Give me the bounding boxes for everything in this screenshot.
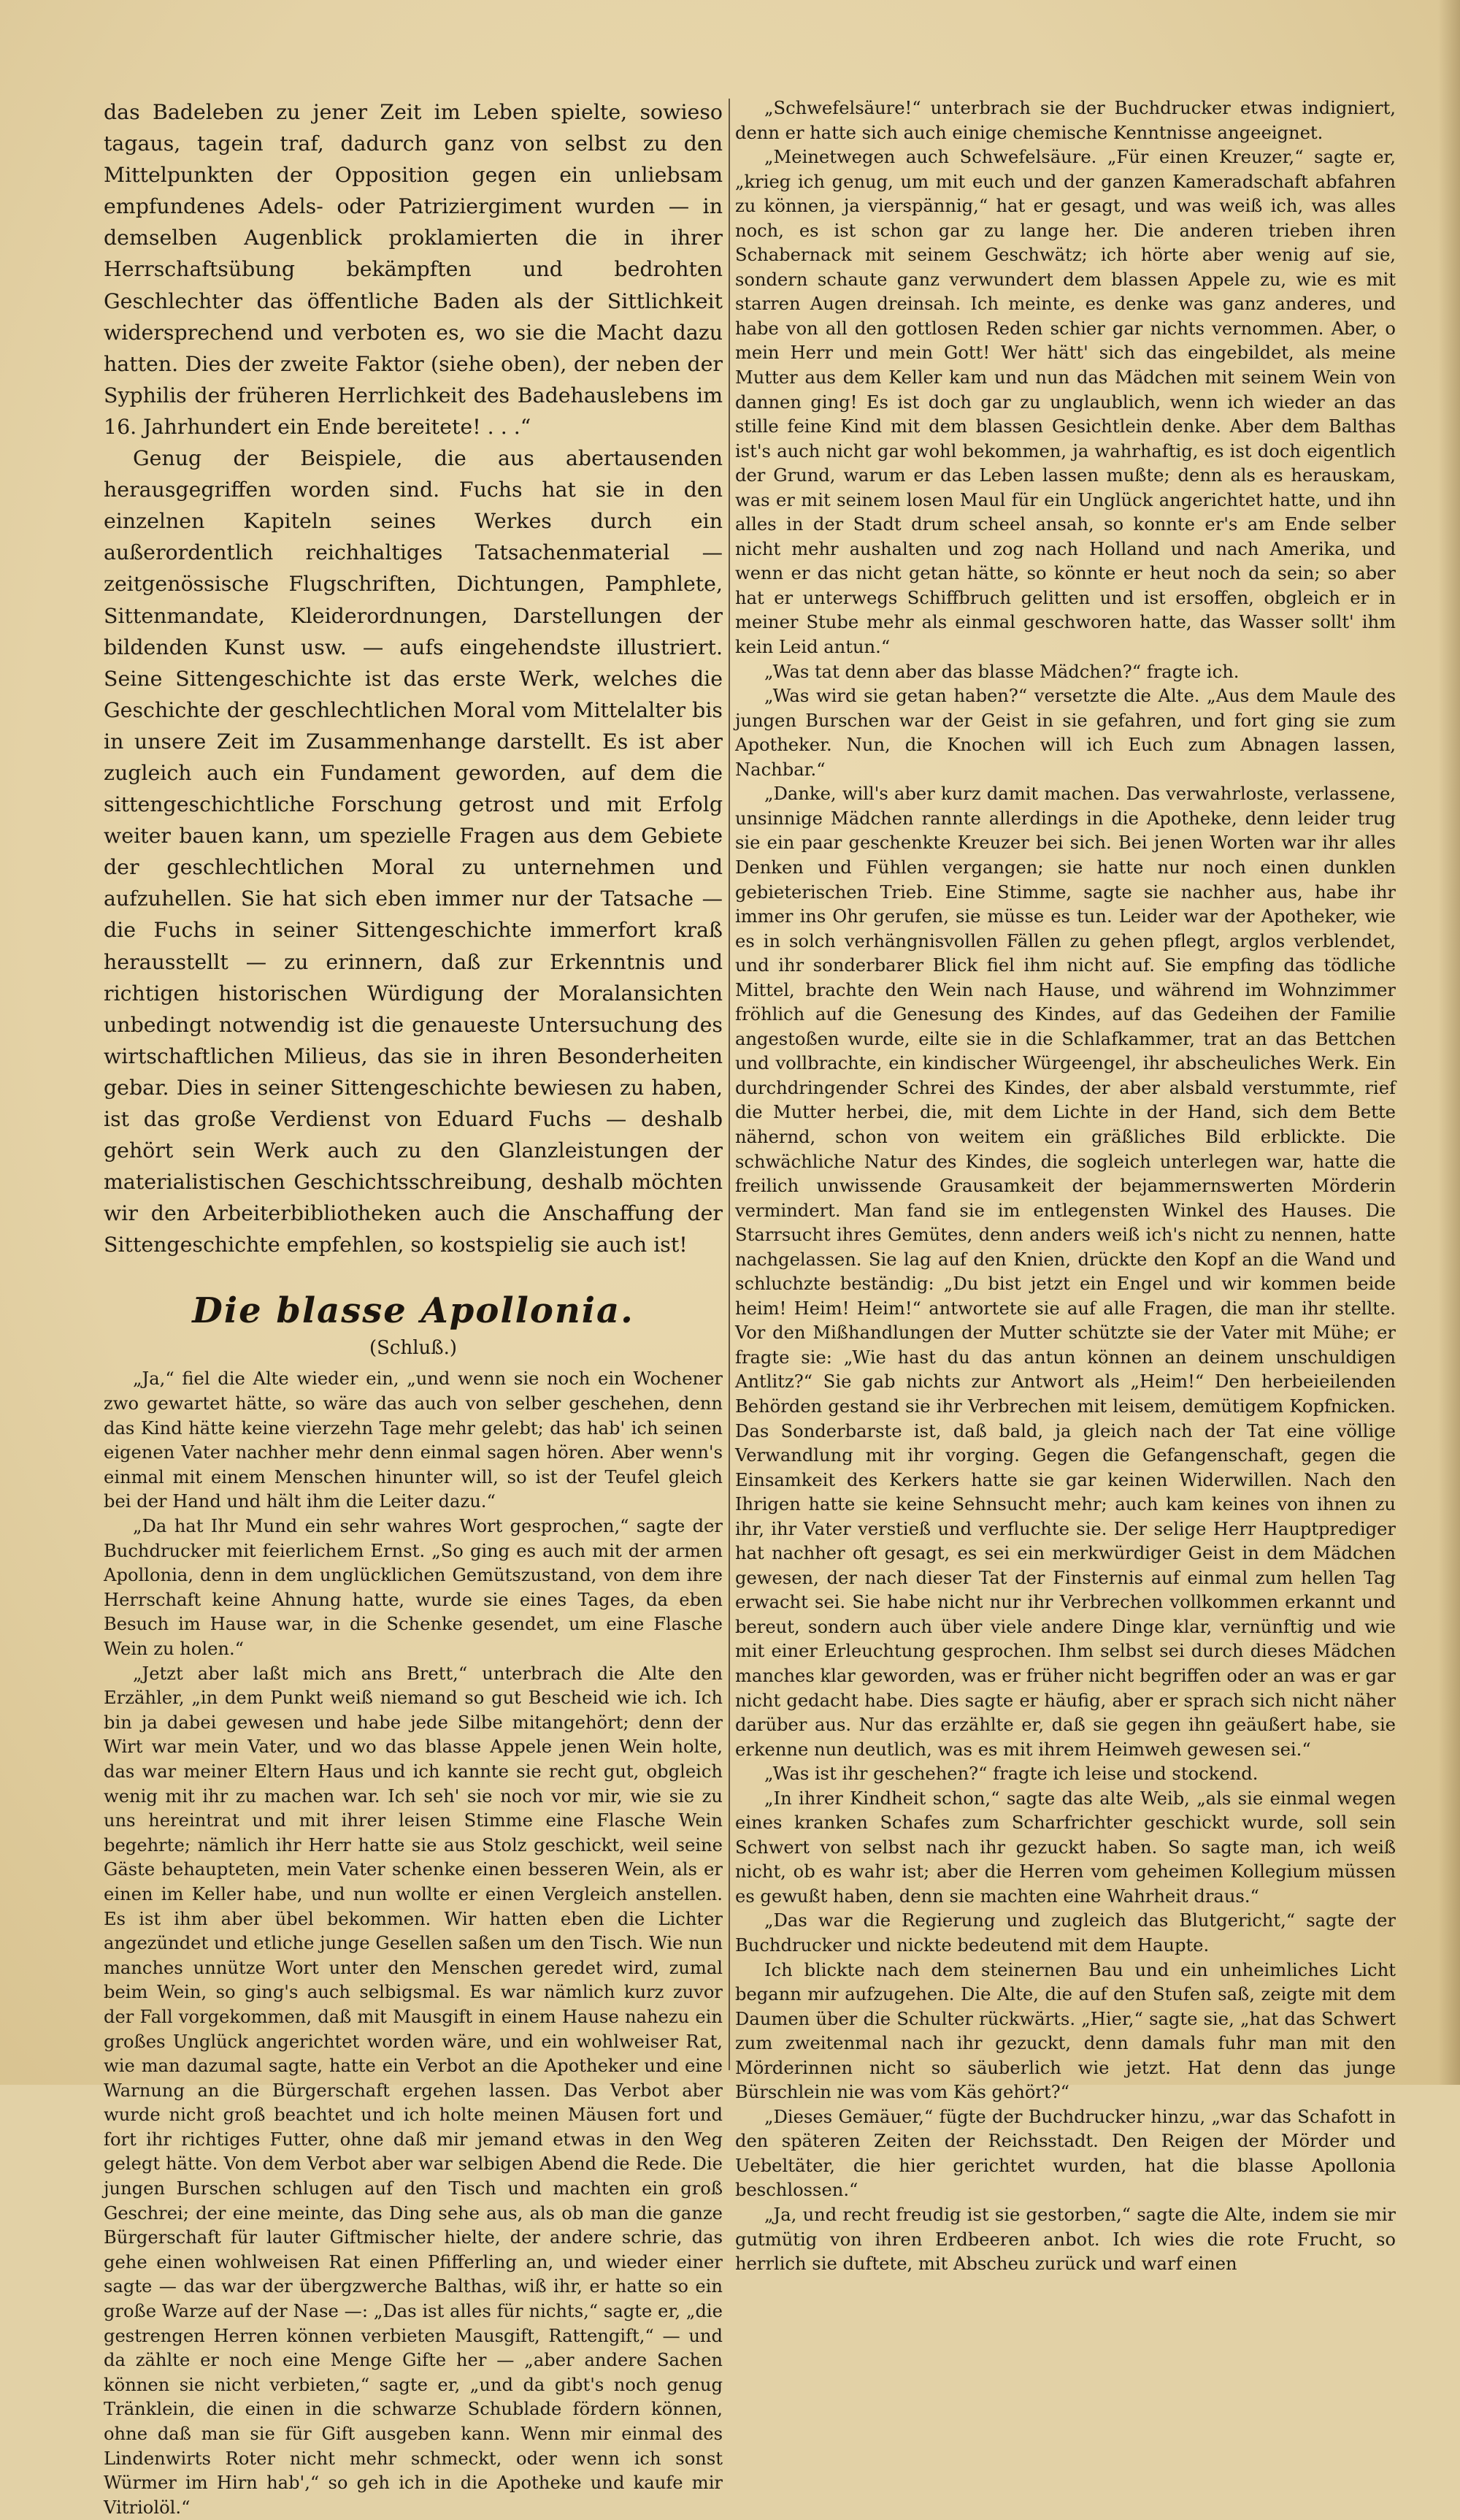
story-right-paragraph-7: „In ihrer Kindheit schon,“ sagte das alte Weib, „als sie einmal wegen eines kranken Schafes zum Scharfrichter geschickt wurde, soll sein Schwert von selbst nach ihr gezuckt haben. So sagte man, ich weiß nicht, ob es wahr ist; aber die Herren vom geheimen Kollegium müssen es gewußt haben, denn sie machten eine Wahrheit draus.“	[735, 1788, 1396, 1907]
essay-section	[104, 96, 723, 1260]
story-left-paragraph-2: „Da hat Ihr Mund ein sehr wahres Wort gesprochen,“ sagte der Buchdrucker mit feierlichem Ernst. „So ging es auch mit der armen Apollonia, denn in dem unglücklichen Gemütszustand, von dem ihre Herrschaft keine Ahnung hatte, wurde sie eines Tages, da eben Besuch im Hause war, in die Schenke gesendet, um eine Flasche Wein zu holen.“	[104, 1516, 723, 1659]
left-column	[104, 96, 723, 2518]
story-right-paragraph-2: „Meinetwegen auch Schwefelsäure. „Für einen Kreuzer,“ sagte er, „krieg ich genug, um mit euch und der ganzen Kameradschaft abfahren zu können, ja vierspännig,“ hat er gesagt, und was weiß ich, was alles noch, es ist schon gar zu lange her. Die anderen trieben ihren Schabernack mit seinem Geschwätz; ich hörte aber wenig auf sie, sondern schaute ganz verwundert dem blassen Appele zu, wie es mit starren Augen dreinsah. Ich meinte, es denke was ganz anderes, und habe von all den gottlosen Reden schier gar nichts vernommen. Aber, o mein Herr und mein Gott! Wer hätt' sich das eingebildet, als meine Mutter aus dem Keller kam und nun das Mädchen mit seinem Wein von dannen ging! Es ist doch gar zu unglaublich, wenn ich wieder an das stille feine Kind mit dem blassen Gesichtlein denke. Aber dem Balthas ist's auch nicht gar wohl bekommen, ja wahrhaftig, es ist doch eigentlich der Grund, warum er das Leben lassen mußte; denn als es herauskam, was er mit seinem losen Maul für ein Unglück angerichtet hatte, und ihn alles in der Stadt drum scheel ansah, so konnte er's am Ende selber nicht mehr aushalten und zog nach Holland und nach Amerika, und wenn er das nicht getan hätte, so könnte er heut noch da sein; so aber hat er unterwegs Schiffbruch gelitten und ist ersoffen, obgleich er in meiner Stube mehr als einmal geschworen hatte, das Wasser sollt' ihm kein Leid antun.“	[735, 147, 1396, 658]
story-right-paragraph-11: „Ja, und recht freudig ist sie gestorben,“ sagte die Alte, indem sie mir gutmütig von ihren Erdbeeren anbot. Ich wies die rote Frucht, so herrlich sie duftete, mit Abscheu zurück und warf einen	[735, 2205, 1396, 2275]
story-subtitle: (Schluß.)	[369, 1337, 458, 1360]
right-column	[735, 96, 1396, 2275]
story-right-paragraph-6: „Was ist ihr geschehen?“ fragte ich leise und stockend.	[764, 1763, 1259, 1785]
story-right-paragraph-3: „Was tat denn aber das blasse Mädchen?“ fragte ich.	[764, 661, 1240, 682]
story-right-paragraph-9: Ich blickte nach dem steinernen Bau und ein unheimliches Licht begann mir aufzugehen. Die Alte, die auf den Stufen saß, zeigte mit dem Daumen über die Schulter rückwärts. „Hier,“ sagte sie, „hat das Schwert zum zweitenmal nach ihr gezuckt, denn damals fuhr man mit den Mörderinnen nicht so säuberlich wie jetzt. Hat denn das junge Bürschlein nie was vom Käs gehört?“	[735, 1959, 1396, 2103]
essay-paragraph-1: das Badeleben zu jener Zeit im Leben spielte, sowieso tagaus, tagein traf, dadurch ganz von selbst zu den Mittelpunkten der Opposition gegen ein unliebsam empfundenes Adels- oder Patriziergiment wurden — in demselben Augenblick proklamierten die in ihrer Herrschaftsübung bekämpften und bedrohten Geschlechter das öffentliche Baden als der Sittlichkeit widersprechend und verboten es, wo sie die Macht dazu hatten. Dies der zweite Faktor (siehe oben), der neben der Syphilis der früheren Herrlichkeit des Badehauslebens im 16. Jahrhundert ein Ende bereitete! . . .“	[104, 100, 723, 439]
story-right-paragraph-10: „Dieses Gemäuer,“ fügte der Buchdrucker hinzu, „war das Schafott in den späteren Zeiten der Reichsstadt. Den Reigen der Mörder und Uebeltäter, die hier gerichtet wurden, hat die blasse Apollonia beschlossen.“	[735, 2106, 1396, 2201]
essay-paragraph-2: Genug der Beispiele, die aus abertausenden herausgegriffen worden sind. Fuchs hat sie in den einzelnen Kapiteln seines Werkes durch ein außerordentlich reichhaltiges Tatsachenmaterial — zeitgenössische Flugschriften, Dichtungen, Pamphlete, Sittenmandate, Kleiderordnungen, Darstellungen der bildenden Kunst usw. — aufs eingehendste illustriert. Seine Sittengeschichte ist das erste Werk, welches die Geschichte der geschlechtlichen Moral vom Mittelalter bis in unsere Zeit im Zusammenhange darstellt. Es ist aber zugleich auch ein Fundament geworden, auf dem die sittengeschichtliche Forschung getrost und mit Erfolg weiter bauen kann, um spezielle Fragen aus dem Gebiete der geschlechtlichen Moral zu unternehmen und aufzuhellen. Sie hat sich eben immer nur der Tatsache — die Fuchs in seiner Sittengeschichte immerfort kraß herausstellt — zu erinnern, daß zur Erkenntnis und richtigen historischen Würdigung der Moralansichten unbedingt notwendig ist die genaueste Untersuchung des wirtschaftlichen Milieus, das sie in ihren Besonderheiten gebar. Dies in seiner Sittengeschichte bewiesen zu haben, ist das große Verdienst von Eduard Fuchs — deshalb gehört sein Werk auch zu den Glanzleistungen der materialistischen Geschichtsschreibung, deshalb möchten wir den Arbeiterbibliotheken auch die Anschaffung der Sittengeschichte empfehlen, so kostspielig sie auch ist!	[104, 446, 723, 1257]
story-right-paragraph-8: „Das war die Regierung und zugleich das Blutgericht,“ sagte der Buchdrucker und nickte bedeutend mit dem Haupte.	[735, 1910, 1396, 1956]
story-left-paragraph-3: „Jetzt aber laßt mich ans Brett,“ unterbrach die Alte den Erzähler, „in dem Punkt weiß niemand so gut Bescheid wie ich. Ich bin ja dabei gewesen und habe jede Silbe mitangehört; denn der Wirt war mein Vater, und wo das blasse Appele jenen Wein holte, das war meiner Eltern Haus und ich kannte sie recht gut, obgleich wenig mit ihr zu machen war. Ich seh' sie noch vor mir, wie sie zu uns hereintrat und mit ihrer leisen Stimme eine Flasche Wein begehrte; nämlich ihr Herr hatte sie aus Stolz geschickt, weil seine Gäste behaupteten, mein Vater schenke einen besseren Wein, als er einen im Keller habe, und nun wollte er einen Vergleich anstellen. Es ist ihm aber übel bekommen. Wir hatten eben die Lichter angezündet und etliche junge Gesellen saßen um den Tisch. Wie nun manches unnütze Wort unter den Menschen geredet wird, zumal beim Wein, so ging's auch selbigsmal. Es war nämlich kurz zuvor der Fall vorgekommen, daß mit Mausgift in einem Hause nahezu ein großes Unglück angerichtet worden wäre, und ein wohlweiser Rat, wie man dazumal sagte, hatte ein Verbot an die Apotheker und eine Warnung an die Bürgerschaft ergehen lassen. Das Verbot aber wurde nicht groß beachtet und ich holte meinen Mäusen fort und fort ihr richtiges Futter, ohne daß mir jemand etwas in den Weg gelegt hätte. Von dem Verbot aber war selbigen Abend die Rede. Die jungen Burschen schlugen auf den Tisch und machten ein groß Geschrei; der eine meinte, das Ding sehe aus, als ob man die ganze Bürgerschaft für lauter Giftmischer hielte, der andere schrie, das gehe einen wohlweisen Rat einen Pfifferling an, und wieder einer sagte — das war der übergzwerche Balthas, wiß ihr, er hatte so ein große Warze auf der Nase —: „Das ist alles für nichts,“ sagte er, „die gestrengen Herren können verbieten Mausgift, Rattengift,“ — und da zählte er noch eine Menge Gifte her — „aber andere Sachen können sie nicht verbieten,“ sagte er, „und da gibt's noch genug Tränklein, die einen in die schwarze Schublade fördern können, ohne daß man sie für Gift ausgeben kann. Wenn mir einmal des Lindenwirts Roter nicht mehr schmeckt, oder wenn ich sonst Würmer im Hirn hab',“ so geh ich in die Apotheke und kaufe mir Vitriolöl.“	[104, 1663, 723, 2518]
column-divider	[729, 99, 730, 2070]
story-right-paragraph-1: „Schwefelsäure!“ unterbrach sie der Buchdrucker etwas indigniert, denn er hatte sich auch einige chemische Kenntnisse angeeignet.	[735, 98, 1396, 143]
story-right-paragraph-5: „Danke, will's aber kurz damit machen. Das verwahrloste, verlassene, unsinnige Mädchen rannte allerdings in die Apotheke, denn leider trug sie ein paar geschenkte Kreuzer bei sich. Bei jenen Worten war ihr alles Denken und Fühlen vergangen; sie hatte nur noch einen dunklen gebieterischen Trieb. Eine Stimme, sagte sie nachher aus, habe ihr immer ins Ohr gerufen, sie müsse es tun. Leider war der Apotheker, wie es in solch verhängnisvollen Fällen zu gehen pflegt, arglos verblendet, und ihr sonderbarer Blick fiel ihm nicht auf. Sie empfing das tödliche Mittel, brachte den Wein nach Hause, und während im Wohnzimmer fröhlich auf die Genesung des Kindes, auf das Gedeihen der Familie angestoßen wurde, eilte sie in die Schlafkammer, trat an das Bettchen und vollbrachte, ein kindischer Würgeengel, ihr abscheuliches Werk. Ein durchdringender Schrei des Kindes, der aber alsbald verstummte, rief die Mutter herbei, die, mit dem Lichte in der Hand, sich dem Bette nähernd, schon von weitem ein gräßliches Bild erblickte. Die schwächliche Natur des Kindes, die sogleich unterlegen war, hatte die freilich unwissende Grausamkeit der bejammernswerten Mörderin vermindert. Man fand sie im entlegensten Winkel des Hauses. Die Starrsucht ihres Gemütes, denn anders weiß ich's nicht zu nennen, hatte nachgelassen. Sie lag auf den Knien, drückte den Kopf an die Wand und schluchzte beständig: „Du bist jetzt ein Engel und wir kommen beide heim! Heim! Heim!“ antwortete sie auf alle Fragen, die man ihr stellte. Vor den Mißhandlungen der Mutter schützte sie der Vater mit Mühe; er fragte sie: „Wie hast du das antun können an deinem unschuldigen Antlitz?“ Sie gab nichts zur Antwort als „Heim!“ Den herbeieilenden Behörden gestand sie ihr Verbrechen mit leisem, demütigem Kopfnicken. Das Sonderbarste ist, daß bald, ja gleich nach der Tat eine völlige Verwandlung mit ihr vorging. Gegen die Gefangenschaft, gegen die Einsamkeit des Kerkers hatte sie gar keinen Widerwillen. Nach den Ihrigen hatte sie keine Sehnsucht mehr; auch kam keines von ihnen zu ihr, ihr Vater verstieß und verfluchte sie. Der selige Herr Hauptprediger hat nachher oft gesagt, es sei ein merkwürdiger Geist in dem Mädchen gewesen, der nach dieser Tat der Finsternis auf einmal zum hellen Tag erwacht sei. Sie habe nicht nur ihr Verbrechen vollkommen erkannt und bereut, sondern auch über viele andere Dinge klar, vernünftig und wie mit einer Erleuchtung gesprochen. Ihm selbst sei durch dieses Mädchen manches klar geworden, was er früher nicht begriffen oder an was er gar nicht gedacht habe. Dies sagte er häufig, aber er sprach sich nicht näher darüber aus. Nur das erzählte er, daß sie gegen ihn geäußert habe, sie erkenne nun deutlich, was es mit ihrem Heimweh gewesen sei.“	[735, 784, 1396, 1760]
story-title: Die blasse Apollonia.	[192, 1290, 634, 1332]
page-fold-shadow	[1438, 0, 1460, 2085]
story-right-paragraph-4: „Was wird sie getan haben?“ versetzte die Alte. „Aus dem Maule des jungen Burschen war der Geist in sie gefahren, und fort ging sie zum Apotheker. Nun, die Knochen will ich Euch zum Abnagen lassen, Nachbar.“	[735, 686, 1396, 780]
story-left-section	[104, 1367, 723, 2520]
story-left-paragraph-1: „Ja,“ fiel die Alte wieder ein, „und wenn sie noch ein Wochener zwo gewartet hätte, so wäre das auch von selber geschehen, denn das Kind hätte keine vierzehn Tage mehr gelebt; das hab' ich seinen eigenen Vater nachher mehr denn einmal sagen hören. Aber wenn's einmal mit einem Menschen hinunter will, so ist der Teufel gleich bei der Hand und hält ihm die Leiter dazu.“	[104, 1368, 723, 1512]
